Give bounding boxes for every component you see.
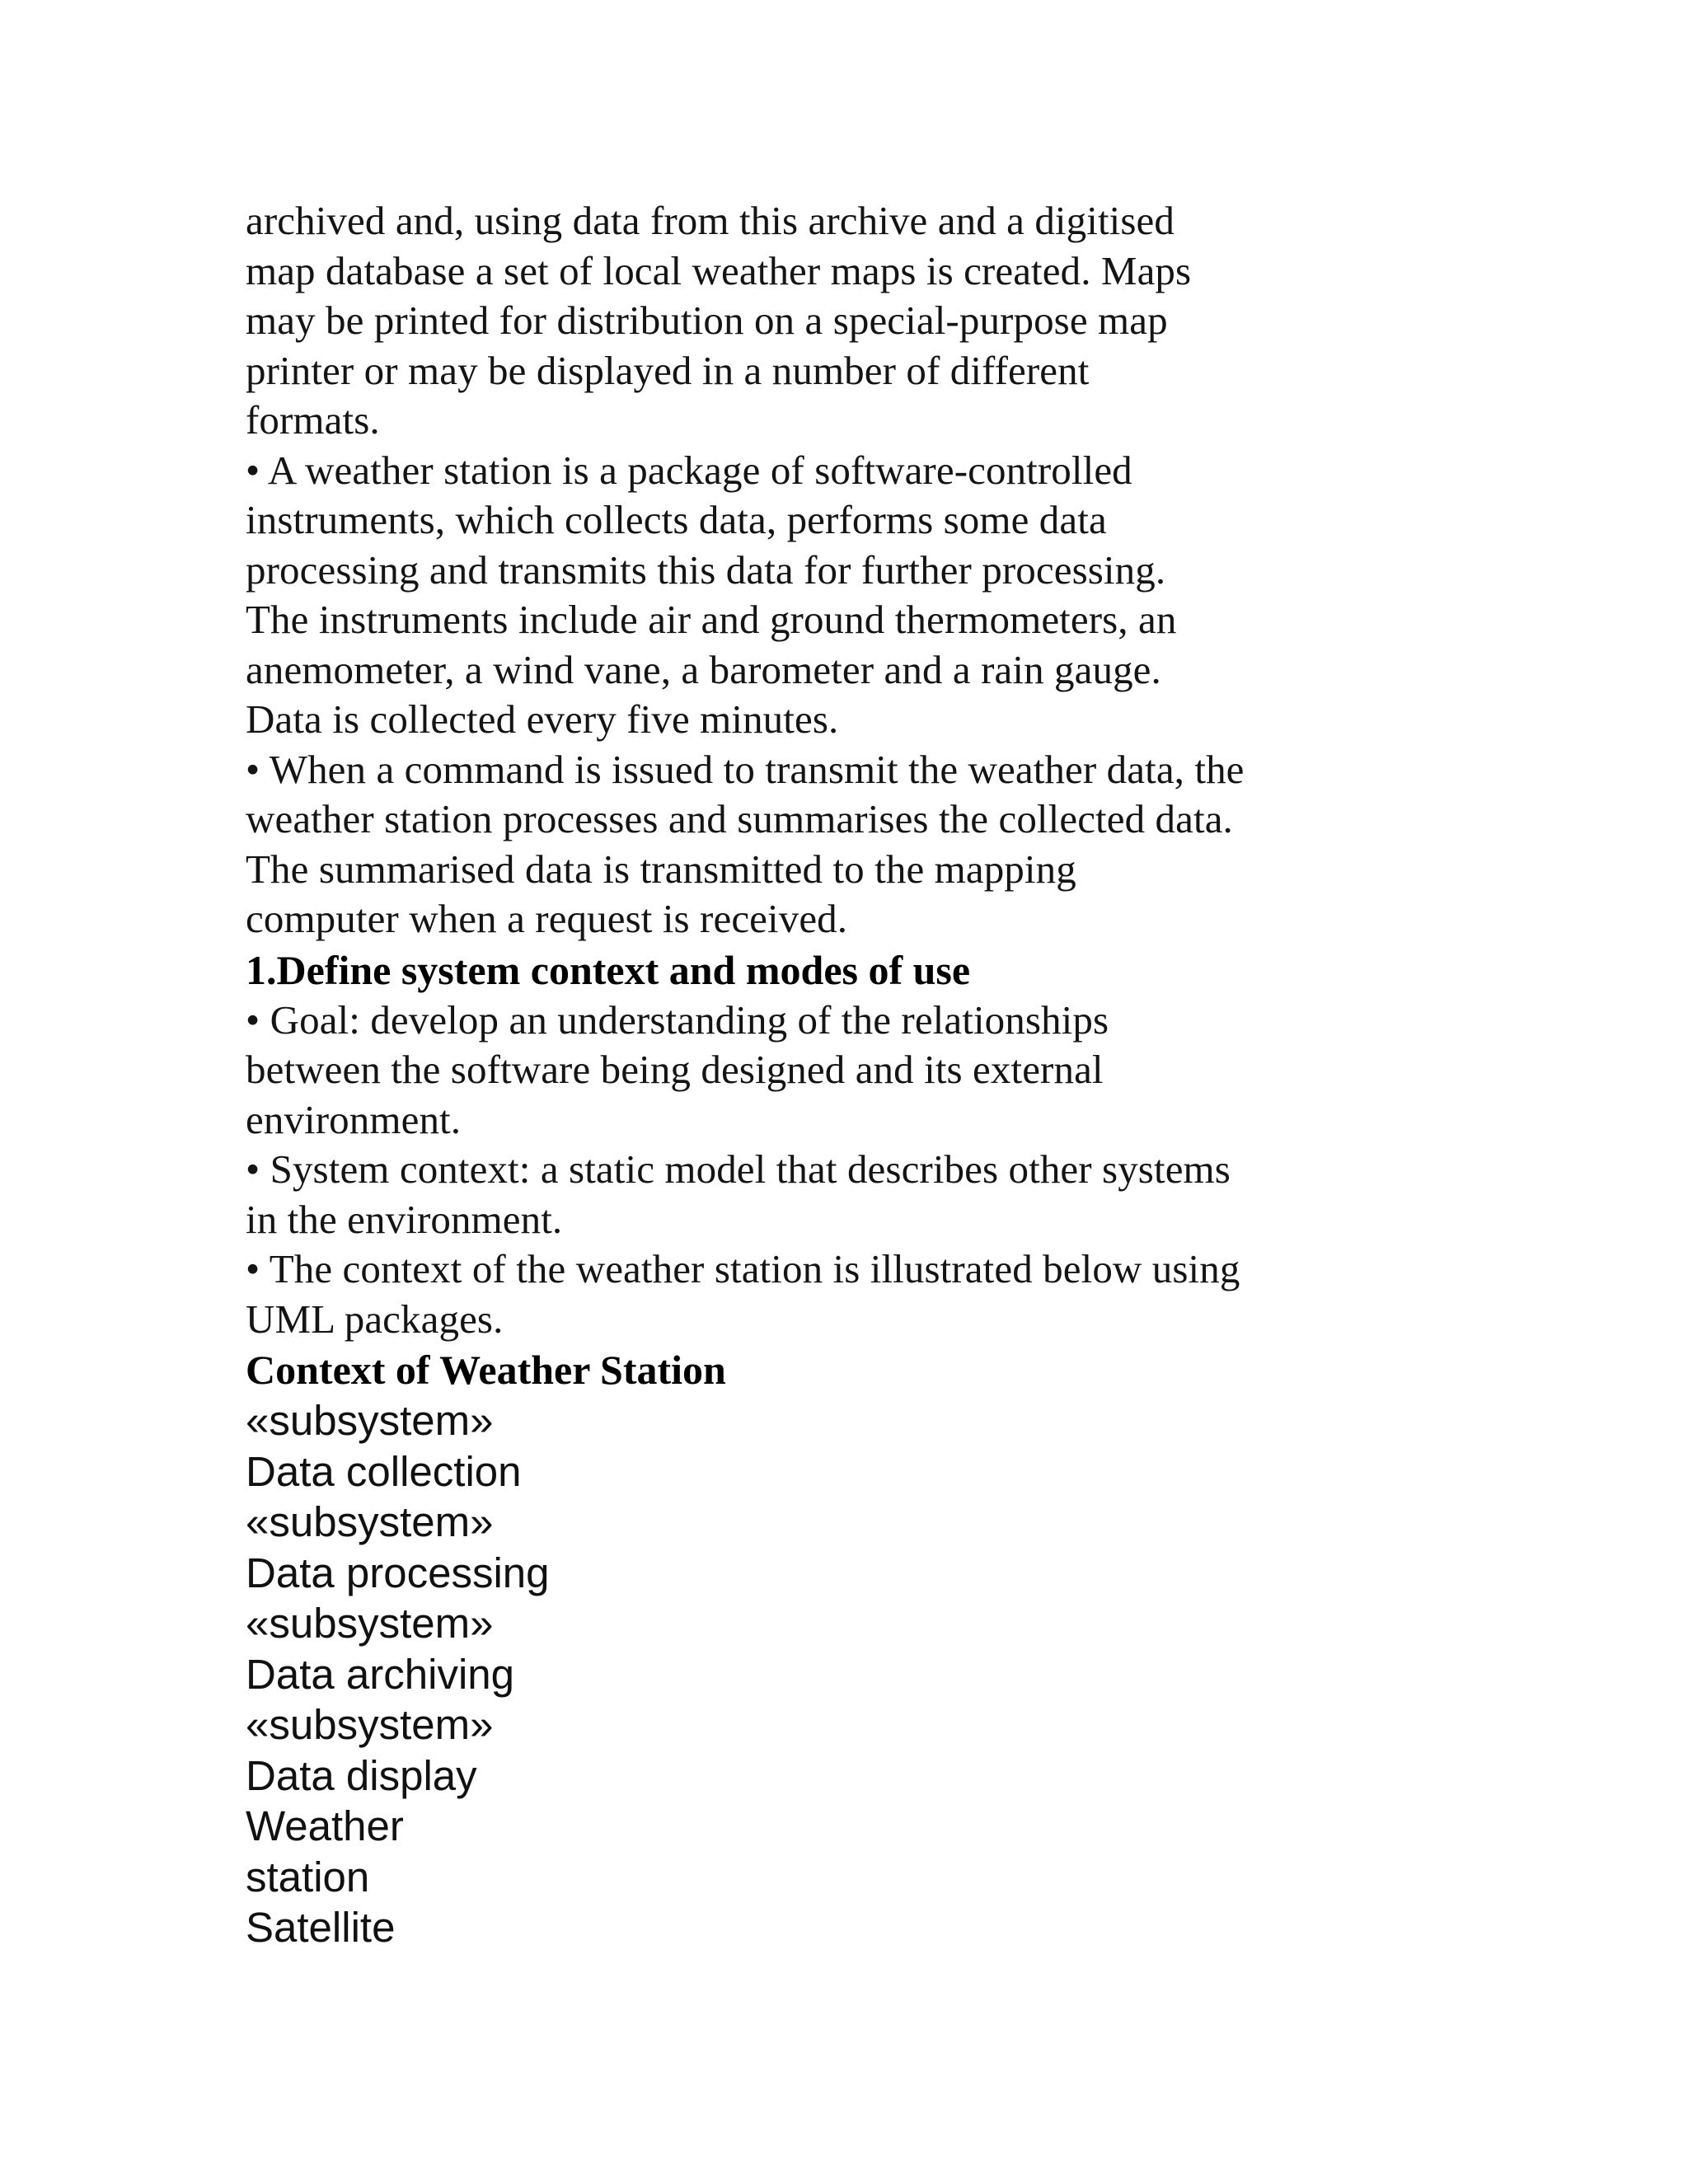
- text-line: map database a set of local weather maps is created. Maps: [246, 247, 1192, 293]
- weather-station-bullet: [246, 446, 1400, 745]
- command-bullet: [246, 745, 1400, 944]
- text-line: • When a command is issued to transmit the weather data, the: [246, 746, 1245, 792]
- diagram-stereotype-label: «subsystem»: [246, 1397, 494, 1444]
- text-line: • System context: a static model that describes other systems: [246, 1146, 1231, 1192]
- text-line: in the environment.: [246, 1196, 563, 1242]
- intro-paragraph: [246, 196, 1400, 446]
- text-line: instruments, which collects data, performs some data: [246, 497, 1107, 542]
- uml-bullet: [246, 1244, 1400, 1344]
- text-line: archived and, using data from this archive and a digitised: [246, 198, 1175, 243]
- text-line: • A weather station is a package of software-controlled: [246, 447, 1132, 493]
- text-line: • The context of the weather station is illustrated below using: [246, 1246, 1240, 1291]
- text-line: weather station processes and summarises the collected data.: [246, 796, 1233, 841]
- goal-bullet: [246, 996, 1400, 1146]
- diagram-stereotype-label: «subsystem»: [246, 1701, 494, 1748]
- text-line: • Goal: develop an understanding of the relationships: [246, 996, 1109, 1043]
- diagram-package-label: Data collection: [246, 1447, 522, 1495]
- section-heading-define: 1.Define system context and modes of use: [246, 946, 971, 993]
- text-line: between the software being designed and its external: [246, 1047, 1104, 1092]
- section-heading-context: Context of Weather Station: [246, 1347, 726, 1393]
- text-line: anemometer, a wind vane, a barometer and a rain gauge.: [246, 646, 1161, 692]
- text-line: formats.: [246, 397, 380, 443]
- page-content: [246, 196, 1400, 1953]
- text-line: computer when a request is received.: [246, 896, 848, 941]
- diagram-package-label: station: [246, 1853, 370, 1900]
- text-line: UML packages.: [246, 1296, 504, 1342]
- system-context-bullet: [246, 1145, 1400, 1244]
- diagram-package-label: Satellite: [246, 1904, 396, 1951]
- diagram-labels: [246, 1395, 1400, 1953]
- diagram-package-label: Data display: [246, 1751, 477, 1799]
- text-line: processing and transmits this data for further processing.: [246, 546, 1166, 593]
- text-line: printer or may be displayed in a number of different: [246, 347, 1090, 393]
- text-line: The instruments include air and ground thermometers, an: [246, 597, 1177, 642]
- text-line: The summarised data is transmitted to the mapping: [246, 846, 1076, 892]
- diagram-stereotype-label: «subsystem»: [246, 1498, 494, 1545]
- diagram-stereotype-label: «subsystem»: [246, 1600, 494, 1647]
- text-line: Data is collected every five minutes.: [246, 696, 839, 742]
- diagram-package-label: Data processing: [246, 1549, 550, 1596]
- text-line: may be printed for distribution on a special-purpose map: [246, 298, 1168, 343]
- text-line: environment.: [246, 1096, 462, 1142]
- diagram-package-label: Weather: [246, 1802, 404, 1849]
- diagram-package-label: Data archiving: [246, 1650, 514, 1698]
